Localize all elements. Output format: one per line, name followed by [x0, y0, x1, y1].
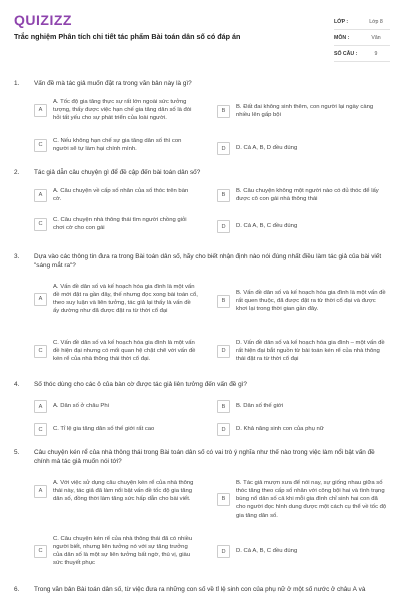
- option-letter: D: [217, 545, 230, 558]
- meta-value: Lớp 8: [369, 18, 383, 25]
- option-d[interactable]: [217, 339, 387, 363]
- option-letter: D: [217, 220, 230, 233]
- question-text: Trong văn bản Bài toán dân số, từ việc đưa ra những con số về tỉ lệ sinh con của phụ nữ ở một số nước ở châu Á và: [34, 586, 366, 593]
- question-number: 1.: [14, 80, 20, 87]
- option-text: A. Vấn đề dân số và kế hoạch hóa gia đình là một vấn đề mới đặt ra gần đây, thế nhưng đọc xong bài toán cổ, theo suy luận và liên tưởng, tác giả lại thấy là vấn đề ấy dường như đã được đặt ra từ thời cổ đại: [53, 284, 198, 315]
- option-text: C. Nếu không hạn chế sự gia tăng dân số thì con người sẽ tự làm hại chính mình.: [53, 138, 182, 153]
- option-text: D. Vấn đề dân số và kế hoạch hóa gia đình – một vấn đề rất hiện đại bắt nguồn từ bài toán kén rể của nhà thông thái đặt ra từ thời cổ đại: [236, 340, 385, 363]
- option-letter: D: [217, 142, 230, 155]
- option-letter: B: [217, 493, 230, 506]
- option-text: C. Câu chuyện kén rể của nhà thông thái đã có nhiều người biết, nhưng liên tưởng nó với sự tăng trưởng của dân số là một sự liên tưởng bất ngờ, thú vị, giàu sức thuyết phục: [53, 536, 193, 567]
- option-a[interactable]: [34, 479, 198, 503]
- meta-value: 9: [374, 50, 378, 57]
- option-c[interactable]: [34, 137, 198, 153]
- option-b[interactable]: [217, 187, 387, 203]
- option-letter: B: [217, 295, 230, 308]
- option-letter: A: [34, 485, 47, 498]
- meta-table: [334, 14, 390, 62]
- question-text: Tác giả dẫn câu chuyện gì để đề cập đến bài toán dân số?: [34, 169, 201, 176]
- option-d[interactable]: [217, 220, 387, 233]
- option-letter: A: [34, 104, 47, 117]
- option-letter: D: [217, 345, 230, 358]
- option-letter: A: [34, 189, 47, 202]
- option-text: D. Cả A, B, C đều đúng: [236, 548, 298, 555]
- option-c[interactable]: [34, 339, 198, 363]
- question-number: 6.: [14, 586, 20, 593]
- option-letter: D: [217, 423, 230, 436]
- option-letter: C: [34, 218, 47, 231]
- option-letter: A: [34, 400, 47, 413]
- page-header: [0, 0, 400, 62]
- option-text: B. Tác giả mượn xưa để nói nay, sự giống nhau giữa số thóc tăng theo cấp số nhân với công bội hai và tình trạng bùng nổ dân số cả khi mỗi gia đình chỉ sinh hai con đã cho người đọc hình dung được một cách cụ thể về tốc độ gia tăng dân số.: [236, 480, 387, 519]
- option-letter: C: [34, 345, 47, 358]
- option-c[interactable]: [34, 216, 198, 232]
- question-text: Dựa vào các thông tin đưa ra trong Bài toán dân số, hãy cho biết nhận định nào nói đúng nhất điều làm tác giả của bài viết "sáng mắt ra"?: [34, 253, 382, 269]
- option-text: A. Câu chuyện về cấp số nhân của số thóc trên bàn cờ.: [53, 188, 189, 203]
- option-text: B. Đất đai không sinh thêm, con người lại ngày càng nhiều lên gấp bội: [236, 104, 374, 119]
- quizizz-logo: QUIZIZZ: [14, 12, 72, 28]
- option-text: B. Vấn đề dân số và kế hoạch hóa gia đình là một vấn đề rất quen thuộc, đã được đặt ra từ thời cổ đại và được khơi lại trong thời gian gần đây.: [236, 290, 386, 313]
- question-text: Vấn đề mà tác giả muốn đặt ra trong văn bản này là gì?: [34, 80, 192, 87]
- option-d[interactable]: [217, 142, 387, 155]
- option-c[interactable]: [34, 423, 198, 436]
- option-letter: C: [34, 545, 47, 558]
- meta-label: MÔN :: [334, 34, 350, 41]
- meta-row-count: [334, 46, 390, 62]
- option-text: C. Vấn đề dân số và kế hoạch hóa gia đình là một vấn đề hiện đại nhưng có mối quan hệ chặt chẽ với vấn đề kén rể của nhà thông thái thời cổ đại.: [53, 340, 196, 363]
- meta-row-subject: [334, 30, 390, 46]
- option-text: C. Tỉ lệ gia tăng dân số thế giới rất cao: [53, 426, 155, 433]
- option-text: D. Cả A, B, C đều đúng: [236, 223, 298, 230]
- meta-value: Văn: [371, 34, 381, 41]
- question-number: 2.: [14, 169, 20, 176]
- option-letter: B: [217, 400, 230, 413]
- option-b[interactable]: [217, 289, 387, 313]
- option-a[interactable]: [34, 98, 198, 122]
- meta-label: SỐ CÂU :: [334, 50, 358, 57]
- option-a[interactable]: [34, 283, 198, 316]
- option-text: C. Câu chuyện nhà thông thái tìm người chồng giỏi chơi cờ cho con gái: [53, 217, 187, 232]
- question-number: 3.: [14, 253, 20, 260]
- option-a[interactable]: [34, 187, 198, 203]
- option-text: A. Với việc sử dụng câu chuyện kén rể của nhà thông thái này, tác giả đã làm nổi bật vấn đề tốc độ gia tăng dân số, đồng thời làm tăng sức hấp dẫn cho bài viết.: [53, 480, 194, 503]
- option-text: B. Dân số thế giới: [236, 403, 284, 410]
- question-text: Câu chuyện kén rể của nhà thông thái trong Bài toán dân số có vai trò ý nghĩa như thế nào trong việc làm nổi bật vấn đề chính mà tác giả muốn nói tới?: [34, 449, 375, 465]
- option-letter: B: [217, 105, 230, 118]
- option-letter: B: [217, 189, 230, 202]
- question-text: Số thóc dùng cho các ô của bàn cờ được tác giả liên tưởng đến vấn đề gì?: [34, 381, 247, 388]
- option-text: B. Câu chuyện không một người nào có đủ thóc để lấy được cô con gái nhà thông thái: [236, 188, 379, 203]
- option-letter: C: [34, 423, 47, 436]
- option-text: D. Khả năng sinh con của phụ nữ: [236, 426, 324, 433]
- option-letter: A: [34, 293, 47, 306]
- option-c[interactable]: [34, 535, 198, 568]
- option-letter: C: [34, 139, 47, 152]
- option-b[interactable]: [217, 400, 387, 413]
- meta-row-grade: [334, 14, 390, 30]
- question-number: 4.: [14, 381, 20, 388]
- meta-label: LỚP :: [334, 18, 349, 25]
- question-number: 5.: [14, 449, 20, 456]
- option-d[interactable]: [217, 545, 387, 558]
- option-b[interactable]: [217, 103, 387, 119]
- option-text: D. Cả A, B, D đều đúng: [236, 145, 298, 152]
- option-text: A. Dân số ở châu Phi: [53, 403, 109, 410]
- option-b[interactable]: [217, 479, 387, 520]
- option-text: A. Tốc độ gia tăng thực sự rất lớn ngoài sức tưởng tượng, thấy được việc hạn chế gia tăng dân số là đòi hỏi tất yếu cho sự phát triển của loài người.: [53, 99, 192, 122]
- document-title: Trắc nghiệm Phân tích chi tiết tác phẩm Bài toán dân số có đáp án: [14, 32, 241, 41]
- option-d[interactable]: [217, 423, 387, 436]
- option-a[interactable]: [34, 400, 198, 413]
